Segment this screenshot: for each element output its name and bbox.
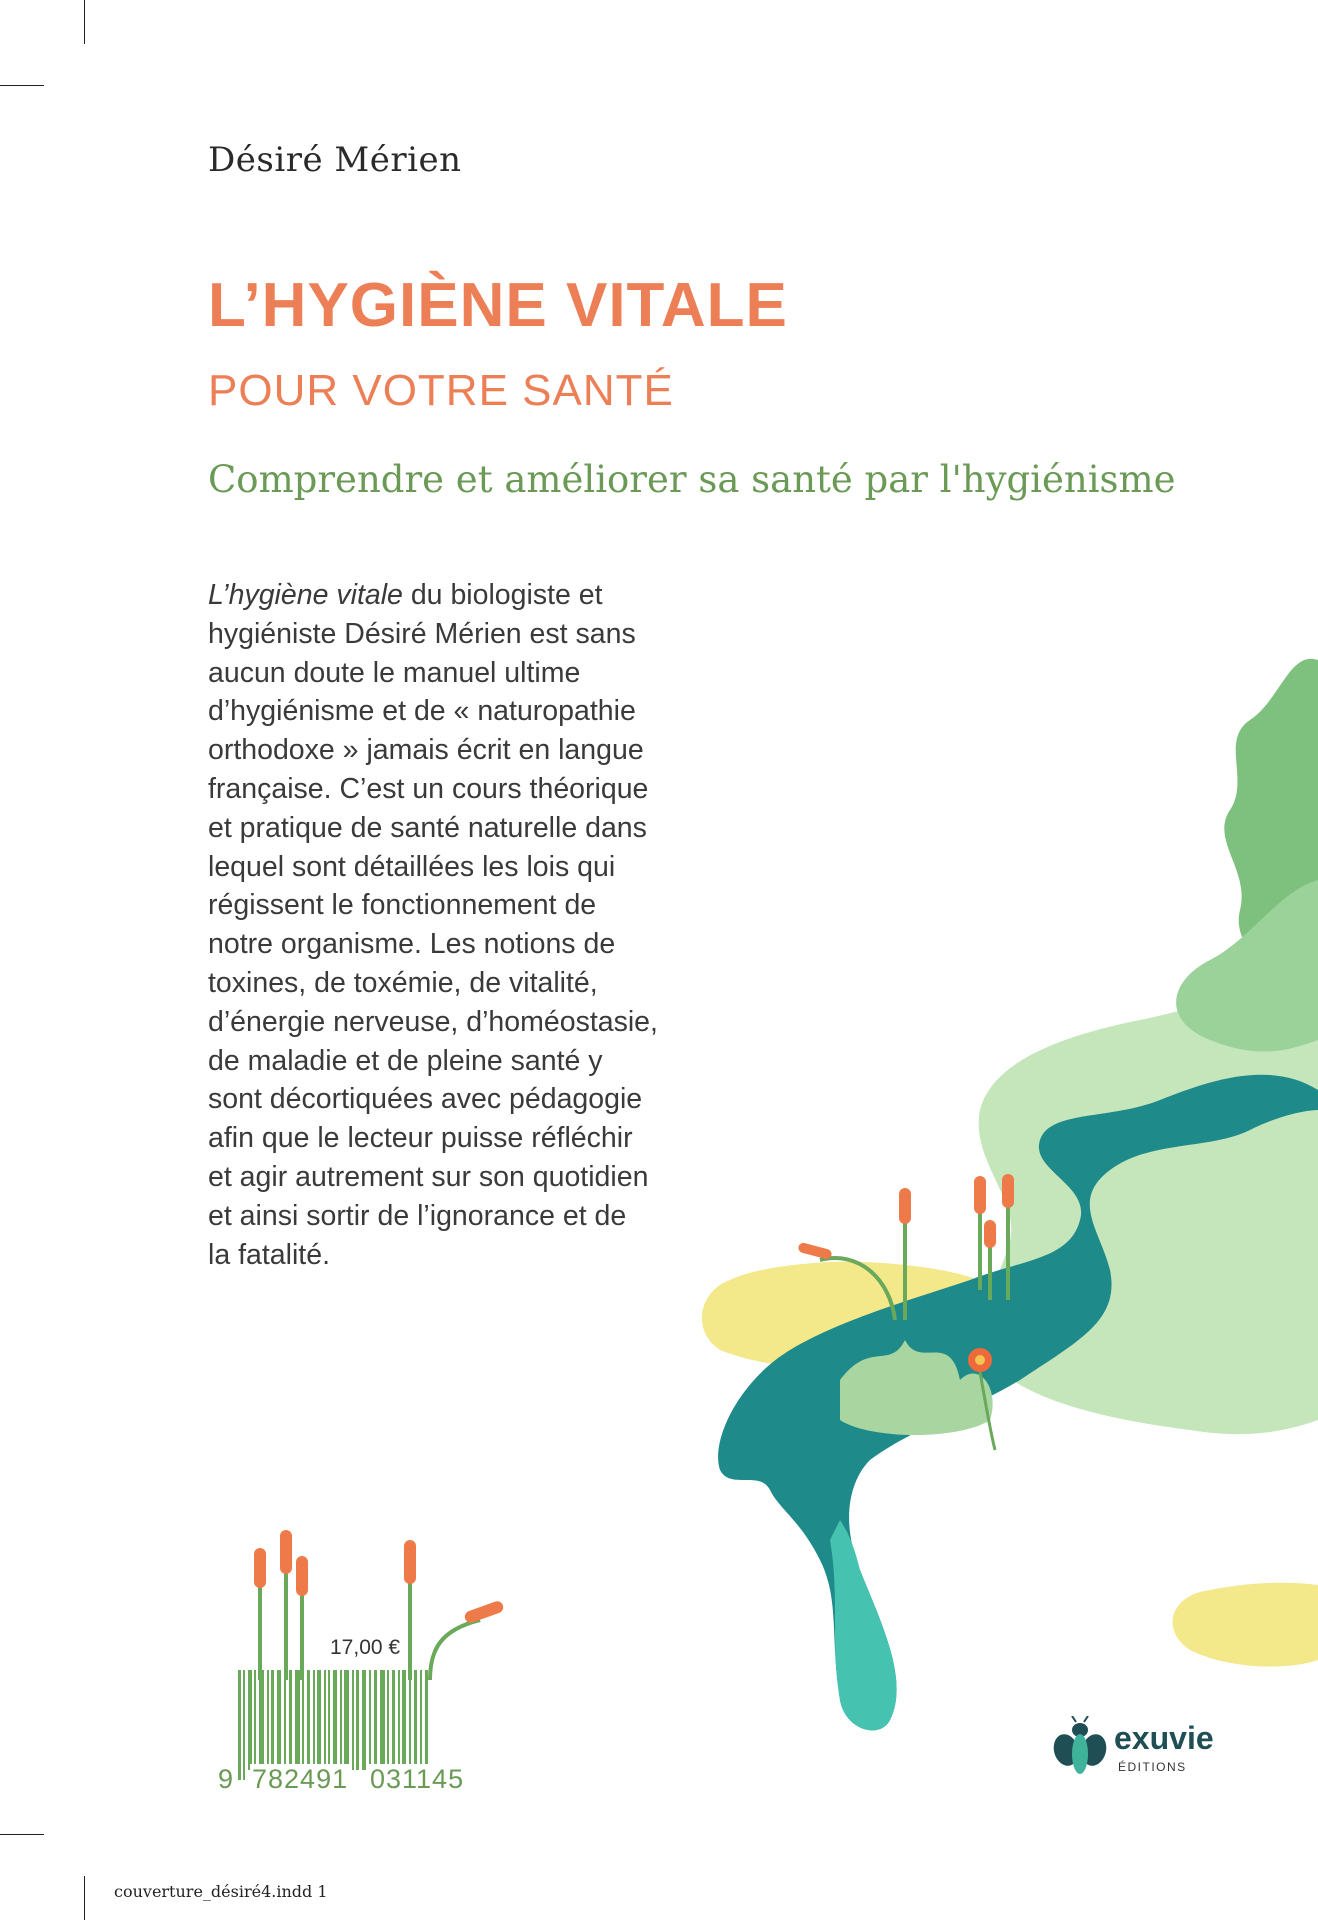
blurb-line: et ainsi sortir de l’ignorance et de (208, 1199, 627, 1232)
blurb-line: et agir autrement sur son quotidien (208, 1160, 649, 1193)
crop-mark-bottom (84, 1876, 85, 1920)
book-subtitle: POUR VOTRE SANTÉ (208, 366, 674, 415)
barcode-reed-heads (254, 1530, 505, 1624)
bee-icon (1050, 1716, 1110, 1780)
river-light (830, 1520, 897, 1730)
publisher-logo (1050, 1716, 1250, 1786)
isbn-group-2: 031145 (370, 1764, 465, 1794)
blurb-line: d’énergie nerveuse, d’homéostasie, (208, 1005, 658, 1038)
blurb-line: de maladie et de pleine santé y (208, 1044, 603, 1077)
white-flower (1258, 1523, 1282, 1547)
back-cover-blurb (208, 576, 698, 1274)
blurb-line: d’hygiénisme et de « naturopathie (208, 695, 636, 728)
blurb-line: L’hygiène vitale du biologiste et (208, 579, 603, 611)
file-slug: couverture_désiré4.indd 1 (114, 1882, 328, 1901)
isbn-group-1: 782491 (252, 1764, 349, 1794)
author-name: Désiré Mérien (208, 140, 462, 180)
blurb-line: sont décortiquées avec pédagogie (208, 1083, 643, 1116)
publisher-name: exuvie (1114, 1720, 1214, 1756)
crop-mark-top (84, 0, 85, 44)
isbn-lead: 9 (218, 1764, 235, 1794)
isbn-barcode (190, 1510, 520, 1810)
blurb-line: et pratique de santé naturelle dans (208, 811, 647, 844)
blurb-line: afin que le lecteur puisse réfléchir (208, 1122, 633, 1155)
price-label: 17,00 € (330, 1636, 401, 1659)
blurb-line: hygiéniste Désiré Mérien est sans (208, 617, 636, 650)
landscape-illustration (690, 640, 1318, 1750)
crop-mark-left-top (0, 85, 44, 86)
blurb-line: aucun doute le manuel ultime (208, 656, 581, 689)
blurb-line: la fatalité. (208, 1238, 330, 1271)
blurb-line: lequel sont détaillées les lois qui (208, 850, 616, 883)
blurb-italic-lead: L’hygiène vitale (208, 579, 403, 611)
book-tagline: Comprendre et améliorer sa santé par l'hygiénisme (208, 458, 1176, 501)
blurb-line: notre organisme. Les notions de (208, 928, 616, 961)
blurb-line: régissent le fonctionnement de (208, 889, 597, 922)
publisher-sub: ÉDITIONS (1118, 1760, 1187, 1774)
crop-mark-left-bottom (0, 1834, 44, 1835)
blurb-line: française. C’est un cours théorique (208, 772, 649, 805)
blurb-line: toxines, de toxémie, de vitalité, (208, 966, 598, 999)
blurb-line: orthodoxe » jamais écrit en langue (208, 734, 644, 767)
book-title: L’HYGIÈNE VITALE (208, 271, 788, 340)
yellow-field-right (1173, 1583, 1318, 1667)
